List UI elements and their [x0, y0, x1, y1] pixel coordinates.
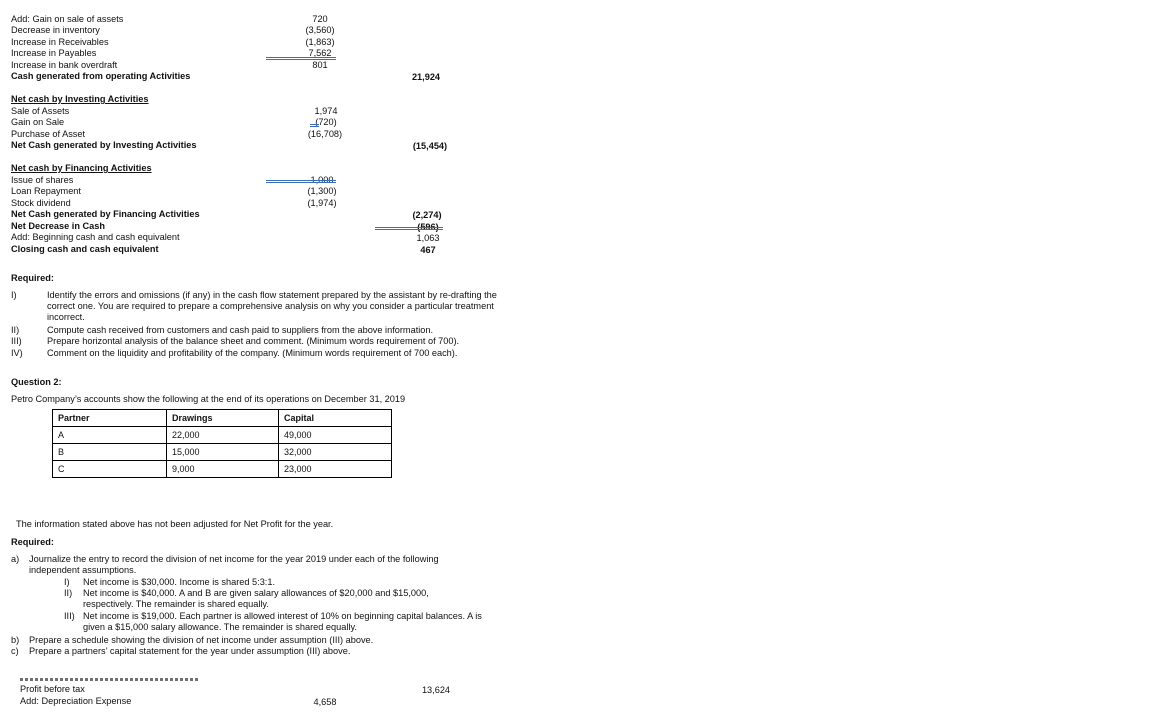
op-total-label: Cash generated from operating Activities	[11, 71, 191, 81]
closing-cash-label: Closing cash and cash equivalent	[11, 244, 159, 254]
req-item-num: IV)	[11, 348, 23, 358]
beginning-cash-label: Add: Beginning cash and cash equivalent	[11, 232, 180, 242]
table-cell: 15,000	[167, 444, 279, 461]
fin-total-value: (2,274)	[412, 210, 442, 220]
op-total-value: 21,924	[411, 72, 441, 82]
part-b-label: b)	[11, 635, 20, 645]
req-item-num: II)	[11, 325, 20, 335]
table-cell: B	[53, 444, 167, 461]
double-underline	[266, 180, 336, 181]
double-underline	[310, 124, 319, 125]
table-cell: A	[53, 427, 167, 444]
partners-table	[52, 409, 392, 478]
inv-row-label: Gain on Sale	[11, 117, 65, 127]
fin-row-label: Loan Repayment	[11, 186, 81, 196]
req-item-text: Compute cash received from customers and cash paid to suppliers from the above information.	[47, 325, 434, 335]
table-header-row	[53, 410, 392, 427]
inv-total-label: Net Cash generated by Investing Activities	[11, 140, 197, 150]
op-row-label: Increase in Payables	[11, 48, 97, 58]
assumption-num: I)	[64, 577, 70, 587]
beginning-cash-value: 1,063	[416, 233, 440, 243]
double-underline	[310, 126, 319, 127]
req-item-text: Prepare horizontal analysis of the balance sheet and comment. (Minimum words requirement of 700).	[47, 336, 460, 346]
part-a-text: Journalize the entry to record the division of net income for the year 2019 under each of the following independent assumptions.	[29, 554, 439, 575]
op-row-value: 801	[312, 60, 328, 70]
assumption-text: Net income is $30,000. Income is shared 5:3:1.	[83, 577, 276, 587]
required-heading: Required:	[11, 273, 54, 283]
op-row-value: (1,863)	[305, 37, 335, 47]
table-header: Capital	[279, 410, 392, 427]
net-decrease-label: Net Decrease in Cash	[11, 221, 105, 231]
req-item-text: Comment on the liquidity and profitability of the company. (Minimum words requirement of 700 each).	[47, 348, 458, 358]
part-c-text: Prepare a partners’ capital statement for the year under assumption (III) above.	[29, 646, 351, 656]
table-header: Partner	[53, 410, 167, 427]
table-row	[53, 461, 392, 478]
inv-row-value: 1,974	[314, 106, 338, 116]
inv-row-label: Sale of Assets	[11, 106, 70, 116]
clipped-text-remnant	[20, 678, 200, 681]
inv-total-value: (15,454)	[412, 141, 448, 151]
assumption-text: Net income is $19,000. Each partner is allowed interest of 10% on beginning capital balances. A is given a $15,000 salary allowance. The remainder is shared equally.	[83, 611, 482, 632]
question2-required: Required:	[11, 537, 54, 547]
question2-note: The information stated above has not been adjusted for Net Profit for the year.	[16, 519, 334, 529]
table-row	[53, 444, 392, 461]
financing-heading: Net cash by Financing Activities	[11, 163, 152, 173]
op-row-label: Increase in bank overdraft	[11, 60, 118, 70]
inv-row-value: (16,708)	[307, 129, 343, 139]
fin-row-value: 1,000	[310, 175, 334, 185]
table-row	[53, 427, 392, 444]
fin-row-value: (1,300)	[307, 186, 337, 196]
op-row-value: 7,562	[308, 48, 332, 58]
req-item-num: I)	[11, 290, 17, 300]
bottom-row-value: 4,658	[313, 697, 337, 707]
fin-total-label: Net Cash generated by Financing Activities	[11, 209, 200, 219]
fin-row-value: (1,974)	[307, 198, 337, 208]
op-row-value: (3,560)	[305, 25, 335, 35]
bottom-row-label: Add: Depreciation Expense	[20, 696, 132, 706]
table-cell: C	[53, 461, 167, 478]
assumption-text: Net income is $40,000. A and B are given salary allowances of $20,000 and $15,000, respectively. The remainder is shared equally.	[83, 588, 429, 609]
part-c-label: c)	[11, 646, 19, 656]
assumption-num: III)	[64, 611, 75, 621]
inv-row-value: (720)	[315, 117, 337, 127]
bottom-row-value: 13,624	[421, 685, 451, 695]
table-cell: 22,000	[167, 427, 279, 444]
part-a-label: a)	[11, 554, 20, 564]
investing-heading: Net cash by Investing Activities	[11, 94, 149, 104]
bottom-row-label: Profit before tax	[20, 684, 85, 694]
table-cell: 32,000	[279, 444, 392, 461]
double-underline	[375, 229, 443, 230]
table-cell: 9,000	[167, 461, 279, 478]
table-cell: 23,000	[279, 461, 392, 478]
fin-row-label: Stock dividend	[11, 198, 71, 208]
double-underline	[266, 57, 336, 58]
question2-intro: Petro Company’s accounts show the following at the end of its operations on December 31, 2019	[11, 394, 406, 404]
inv-row-label: Purchase of Asset	[11, 129, 86, 139]
part-b-text: Prepare a schedule showing the division of net income under assumption (III) above.	[29, 635, 374, 645]
op-row-label: Increase in Receivables	[11, 37, 109, 47]
double-underline	[266, 182, 336, 183]
op-row-label: Decrease in inventory	[11, 25, 100, 35]
closing-cash-value: 467	[420, 245, 436, 255]
fin-row-label: Issue of shares	[11, 175, 74, 185]
assumption-num: II)	[64, 588, 73, 598]
question2-title: Question 2:	[11, 377, 62, 387]
net-decrease-value: (596)	[417, 222, 439, 232]
req-item-num: III)	[11, 336, 22, 346]
table-header: Drawings	[167, 410, 279, 427]
op-row-value: 720	[312, 14, 328, 24]
req-item-text: Identify the errors and omissions (if any) in the cash flow statement prepared by the assistant by re-drafting the correct one. You are required to prepare a comprehensive analysis on why you consider a particular treatment incorrect.	[47, 290, 497, 322]
double-underline	[375, 227, 443, 228]
op-row-label: Add: Gain on sale of assets	[11, 14, 124, 24]
table-cell: 49,000	[279, 427, 392, 444]
